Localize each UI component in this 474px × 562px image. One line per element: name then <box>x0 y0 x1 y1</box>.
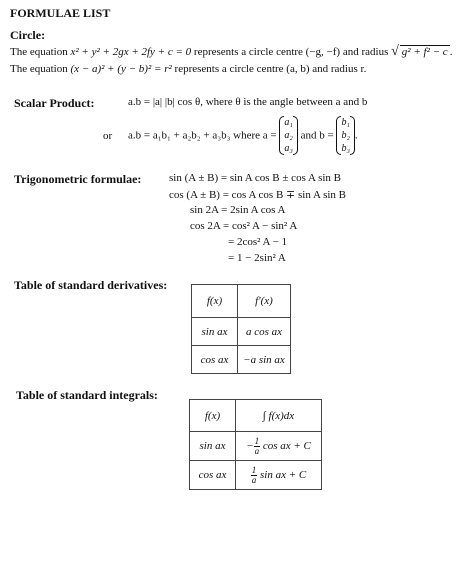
fraction <box>254 437 261 456</box>
vector-b-column <box>336 116 354 155</box>
trig-line-2: cos (A ± B) = cos A cos B ∓ sin A sin B <box>169 189 347 201</box>
circle-standard-equation: (x − a)² + (y − b)² = r² <box>70 63 172 75</box>
derivatives-cell: sin ax <box>192 318 238 346</box>
derivatives-table <box>191 284 291 374</box>
integrals-table <box>189 399 322 490</box>
trig-line-6: = 1 − 2sin² A <box>228 252 286 264</box>
a-component-2: a₂ <box>284 130 293 141</box>
circle-line-1 <box>10 44 452 60</box>
formulae-title: FORMULAE LIST <box>10 6 111 20</box>
sqrt-symbol: √ <box>391 44 399 59</box>
derivatives-cell: −a sin ax <box>238 346 291 374</box>
integral-result: cos ax + C <box>262 439 311 452</box>
integrals-cell <box>236 432 322 461</box>
integral-result: sin ax + C <box>260 468 307 481</box>
circle-heading: Circle: <box>10 28 46 42</box>
b-component-3: b₃ <box>341 143 350 154</box>
scalar-heading: Scalar Product: <box>14 96 95 110</box>
scalar-definition: a.b = |a| |b| cos θ, where θ is the angle between a and b <box>128 96 368 108</box>
vector-a-column <box>279 116 297 155</box>
integrals-cell: cos ax <box>190 461 236 490</box>
trig-line-5: = 2cos² A − 1 <box>228 236 288 248</box>
trig-line-4: cos 2A = cos² A − sin² A <box>190 220 298 232</box>
circle-line-1-mid: represents a circle centre (−g, −f) and radius <box>191 46 392 58</box>
circle-line-2 <box>10 63 366 75</box>
a-component-3: a₃ <box>284 143 293 154</box>
scalar-or: or <box>103 130 113 142</box>
table-row <box>190 432 322 461</box>
derivatives-header-fprime: f′(x) <box>238 285 291 318</box>
integrals-header-integral: ∫ f(x)dx <box>236 400 322 432</box>
b-component-1: b₁ <box>341 117 350 128</box>
circle-line-1-prefix: The equation <box>10 46 71 58</box>
integral-sign-prefix: − <box>246 439 254 452</box>
b-component-2: b₂ <box>341 130 350 141</box>
circle-radius-expression: g² + f² − c <box>401 46 448 58</box>
derivatives-cell: a cos ax <box>238 318 291 346</box>
derivatives-heading: Table of standard derivatives: <box>14 278 168 292</box>
circle-line-2-mid: represents a circle centre (a, b) and radius r. <box>171 63 367 75</box>
integrals-heading: Table of standard integrals: <box>16 388 158 402</box>
integrals-header-fx: f(x) <box>190 400 236 432</box>
table-row <box>192 318 291 346</box>
trig-line-1: sin (A ± B) = sin A cos B ± cos A sin B <box>169 172 341 184</box>
integrals-cell: sin ax <box>190 432 236 461</box>
derivatives-header-fx: f(x) <box>192 285 238 318</box>
scalar-component-prefix: a.b = a₁b₁ + a₂b₂ + a₃b₃ where a = <box>128 129 277 142</box>
table-row <box>192 346 291 374</box>
table-row <box>190 461 322 490</box>
scalar-component-form <box>128 116 358 155</box>
fraction-denominator: a <box>254 445 260 456</box>
trig-heading: Trigonometric formulae: <box>14 172 142 186</box>
fraction-denominator: a <box>251 474 257 485</box>
circle-general-equation: x² + y² + 2gx + 2fy + c = 0 <box>70 46 192 58</box>
trig-line-3: sin 2A = 2sin A cos A <box>190 204 286 216</box>
fraction <box>251 466 258 485</box>
fraction-numerator: 1 <box>254 435 260 446</box>
integrals-cell <box>236 461 322 490</box>
circle-line-2-prefix: The equation <box>10 63 71 75</box>
derivatives-cell: cos ax <box>192 346 238 374</box>
circle-line-1-end: . <box>449 46 453 58</box>
scalar-end: . <box>354 129 358 142</box>
scalar-and-b: and b = <box>300 129 334 142</box>
fraction-numerator: 1 <box>251 464 257 475</box>
a-component-1: a₁ <box>284 117 293 128</box>
